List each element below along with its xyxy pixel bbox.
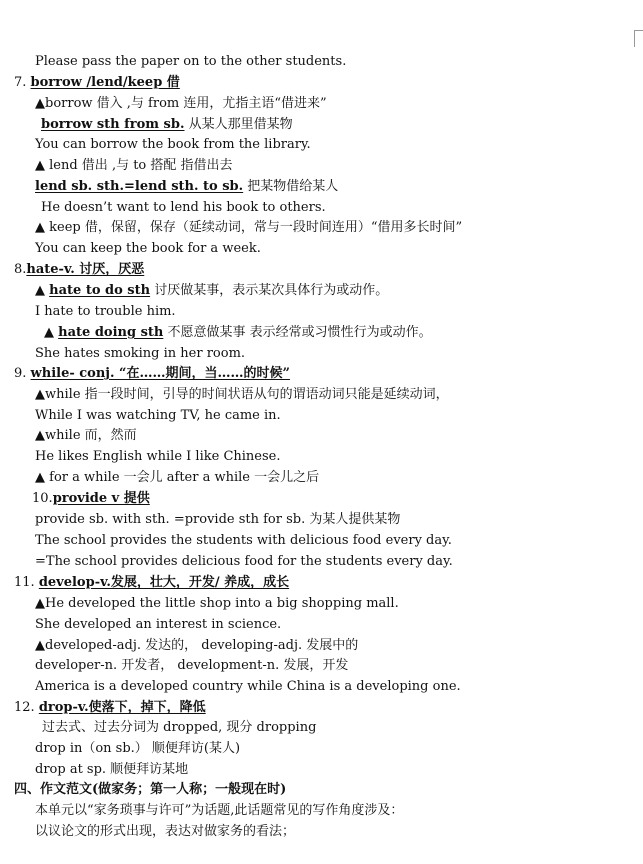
text-run: ▲ keep 借，保留，保存（延续动词，常与一段时间连用）“借用多长时间” (35, 220, 463, 235)
text-line (14, 73, 180, 93)
text-line (35, 594, 399, 614)
text-run: ▲while 指一段时间，引导的时间状语从句的谓语动词只能是延续动词， (35, 387, 449, 402)
text-line (35, 344, 245, 364)
text-line (44, 323, 432, 343)
text-line (35, 552, 453, 572)
text-run: Please pass the paper on to the other students. (35, 54, 347, 69)
text-run: ▲ lend 借出 ,与 to 搭配 指借出去 (35, 158, 233, 173)
underlined-term: lend sb. sth.=lend sth. to sb. (35, 179, 244, 194)
underlined-term: hate-v. 讨厌，厌恶 (26, 262, 145, 277)
text-run: ▲ (44, 325, 59, 340)
text-run: He doesn’t want to lend his book to others. (41, 200, 326, 215)
text-line (42, 718, 316, 738)
text-run: ▲borrow 借入 ,与 from 连用，尤指主语“借进来” (35, 96, 327, 111)
text-run: 过去式、过去分词为 dropped, 现分 dropping (42, 720, 317, 735)
text-run: I hate to trouble him. (35, 304, 176, 319)
text-run: America is a developed country while China is a developing one. (35, 679, 461, 694)
text-line (35, 801, 403, 821)
text-line (35, 218, 462, 238)
text-line (35, 447, 281, 467)
text-line (14, 780, 286, 800)
text-line (41, 115, 293, 135)
text-run: 讨厌做某事，表示某次具体行为或动作。 (150, 283, 389, 298)
text-line (35, 739, 240, 759)
text-run: 不愿意做某事 表示经常或习惯性行为或动作。 (163, 325, 432, 340)
text-run: provide sb. with sth. =provide sth for sb. 为某人提供某物 (35, 512, 401, 527)
underlined-term: hate to do sth (49, 283, 151, 298)
underlined-term: drop-v.使落下，掉下，降低 (38, 700, 206, 715)
text-run: He likes English while I like Chinese. (35, 449, 281, 464)
text-run: ▲ (35, 283, 50, 298)
text-line (14, 260, 144, 280)
text-line (14, 698, 206, 718)
text-run: ▲while 而，然而 (35, 428, 137, 443)
underlined-term: borrow /lend/keep 借 (30, 75, 180, 90)
text-run: 8. (14, 262, 27, 277)
text-run: 11. (14, 575, 39, 590)
text-line (35, 94, 327, 114)
text-run: 12. (14, 700, 39, 715)
text-run: ▲He developed the little shop into a big shopping mall. (35, 596, 399, 611)
text-run: 从某人那里借某物 (184, 117, 293, 132)
text-line (14, 364, 290, 384)
text-line (35, 302, 176, 322)
text-run: ▲ for a while 一会儿 after a while 一会儿之后 (35, 470, 320, 485)
text-line (35, 531, 452, 551)
underlined-term: borrow sth from sb. (41, 117, 185, 132)
text-run: 本单元以“家务琐事与许可”为话题,此话题常见的写作角度涉及： (35, 803, 404, 818)
text-line (35, 656, 348, 676)
underlined-term: develop-v.发展，壮大，开发/ 养成，成长 (38, 575, 290, 590)
text-run: You can keep the book for a week. (35, 241, 261, 256)
text-run: 7. (14, 75, 31, 90)
section-heading: 四、作文范文(做家务；第一人称；一般现在时) (14, 782, 287, 797)
text-line (35, 760, 188, 780)
underlined-term: provide v 提供 (52, 491, 150, 506)
text-run: She hates smoking in her room. (35, 346, 246, 361)
text-line (41, 198, 326, 218)
text-line (35, 468, 319, 488)
text-line (35, 281, 388, 301)
text-line (35, 822, 295, 842)
text-line (35, 135, 311, 155)
text-run: The school provides the students with delicious food every day. (35, 533, 452, 548)
text-line (35, 677, 461, 697)
text-run: You can borrow the book from the library. (35, 137, 311, 152)
page-corner-mark (634, 30, 643, 47)
text-run: drop in（on sb.） 顺便拜访(某人) (35, 741, 241, 756)
text-run: =The school provides delicious food for the students every day. (35, 554, 453, 569)
text-run: 10. (32, 491, 53, 506)
text-line (14, 573, 289, 593)
text-run: 以议论文的形式出现，表达对做家务的看法； (35, 824, 296, 839)
text-run: developer-n. 开发者， development-n. 发展，开发 (35, 658, 349, 673)
text-line (35, 385, 449, 405)
text-line (35, 177, 338, 197)
text-line (35, 510, 400, 530)
underlined-term: while- conj. “在……期间，当……的时候” (30, 366, 291, 381)
text-line (35, 636, 358, 656)
text-run: 9. (14, 366, 31, 381)
text-run: 把某物借给某人 (243, 179, 339, 194)
text-line (35, 406, 281, 426)
text-line (35, 52, 346, 72)
underlined-term: hate doing sth (58, 325, 164, 340)
text-line (35, 156, 233, 176)
text-run: She developed an interest in science. (35, 617, 282, 632)
text-run: While I was watching TV, he came in. (35, 408, 281, 423)
text-line (35, 239, 261, 259)
text-run: drop at sp. 顺便拜访某地 (35, 762, 189, 777)
text-line (35, 615, 281, 635)
text-line (35, 426, 137, 446)
text-run: ▲developed-adj. 发达的， developing-adj. 发展中的 (35, 638, 359, 653)
text-line (32, 489, 150, 509)
